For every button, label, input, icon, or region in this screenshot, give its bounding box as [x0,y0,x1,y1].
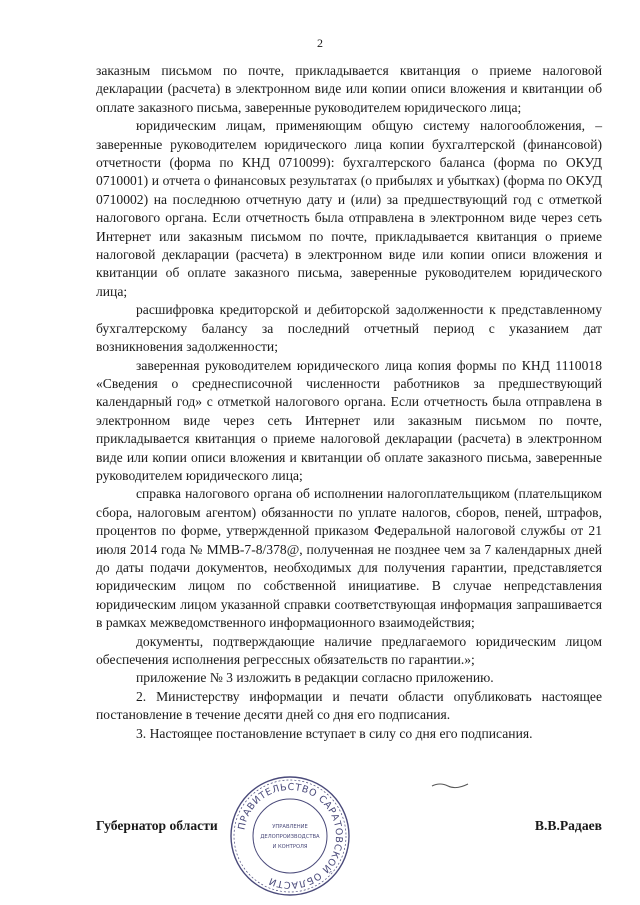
seal-center-line-2: ДЕЛОПРОИЗВОДСТВА [260,834,320,840]
document-body [96,62,602,743]
paragraph-9: 3. Настоящее постановление вступает в силу со дня его подписания. [136,725,533,741]
signatory-name: В.В.Радаев [534,818,602,833]
seal-ring-text: ПРАВИТЕЛЬСТВО САРАТОВСКОЙ ОБЛАСТИ [236,781,345,891]
official-seal-icon [228,774,352,898]
paragraph-3: расшифровка кредиторской и дебиторской задолженности к представленному бухгалтерскому балансу за последний отчетный период с указанием дат возникновения задолженности; [96,302,602,355]
seal-center-line-1: УПРАВЛЕНИЕ [272,824,308,830]
paragraph-6: документы, подтверждающие наличие предлагаемого юридическим лицом обеспечения исполнения регрессных обязательств по гарантии.»; [96,633,602,667]
paragraph-7: приложение № 3 изложить в редакции согласно приложению. [136,670,494,686]
signature-mark [430,780,470,790]
page-number: 2 [317,36,323,50]
paragraph-4: заверенная руководителем юридического лица копия формы по КНД 1110018 «Сведения о среднесписочной численности работников за предшествующий календарный год» с отметкой налогового органа. Если отчетность была отправлена в электронном виде через сеть Интернет или заказным письмом по почте, прикладывается квитанция о приеме налоговой декларации (расчета) в электронном виде или копии описи вложения и квитанции об оплате заказного письма, заверенные руководителем юридического лица; [96,357,602,483]
seal-center-line-3: И КОНТРОЛЯ [272,844,308,850]
paragraph-8: 2. Министерству информации и печати области опубликовать настоящее постановление в течение десяти дней со дня его подписания. [96,688,602,723]
paragraph-1: заказным письмом по почте, прикладывается квитанция о приеме налоговой декларации (расчета) в электронном виде или копии описи вложения и квитанции об оплате заказного письма, заверенные руководителем юридического лица; [96,63,602,115]
signatory-title: Губернатор области [96,818,218,833]
paragraph-2: юридическим лицам, применяющим общую систему налогообложения, – заверенные руководителем юридического лица копии бухгалтерской (финансовой) отчетности (форма по КНД 0710099): бухгалтерского баланса (форма по ОКУД 0710001) и отчета о финансовых результатах (о прибылях и убытках) (форма по ОКУД 0710002) на последнюю отчетную дату и (или) за предшествующий год с отметкой налогового органа. Если отчетность была отправлена в электронном виде через сеть Интернет или заказным письмом по почте, прикладывается квитанция о приеме налоговой декларации (расчета) в электронном виде или копии описи вложения и квитанции об оплате заказного письма, заверенные руководителем юридического лица; [96,118,602,299]
paragraph-5: справка налогового органа об исполнении налогоплательщиком (плательщиком сбора, налоговым агентом) обязанности по уплате налогов, сборов, пеней, штрафов, процентов по форме, утвержденной приказом Федеральной налоговой службы от 21 июля 2014 года № ММВ-7-8/378@, полученная не позднее чем за 7 календарных дней до даты подачи документов, необходимых для получения гарантии, представляется юридическим лицом по собственной инициативе. В случае непредставления юридическим лицом указанной справки соответствующая информация запрашивается в рамках межведомственного информационного взаимодействия; [96,486,602,631]
